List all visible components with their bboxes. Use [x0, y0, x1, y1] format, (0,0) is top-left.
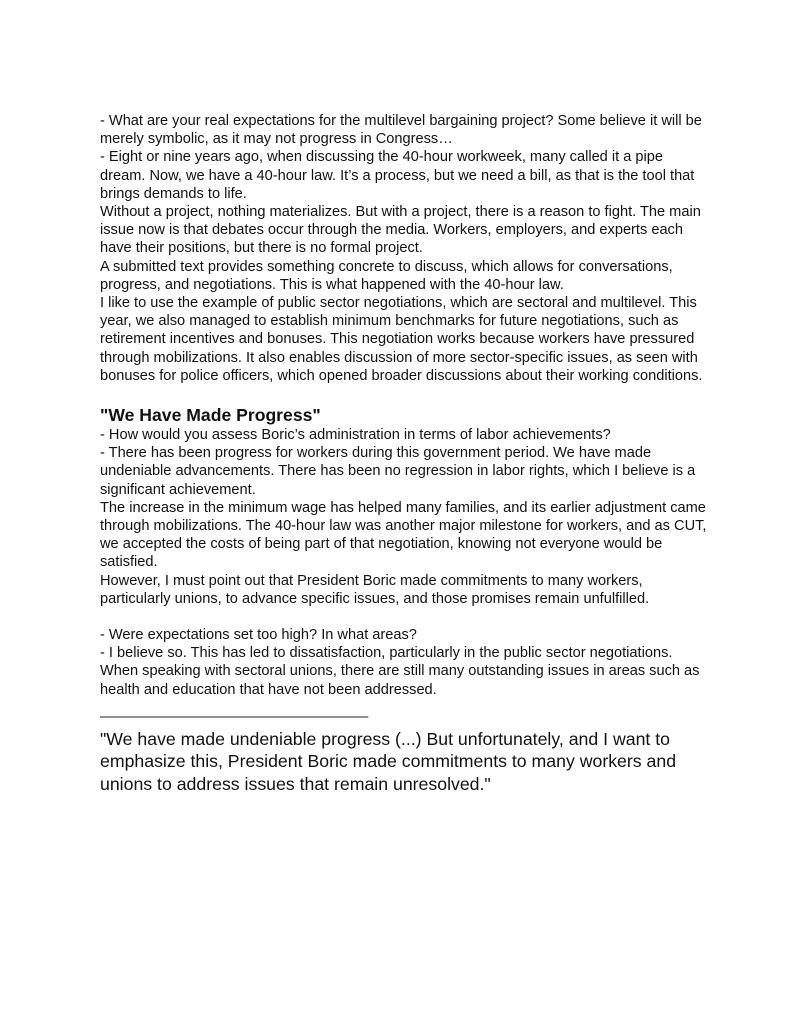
article-body [100, 112, 710, 813]
paragraph-unfulfilled-promises: However, I must point out that President Boric made commitments to many workers, particularly unions, to advance specific issues, and those promises remain unfulfilled. [100, 572, 650, 607]
answer-40-hour-workweek: - Eight or nine years ago, when discussing the 40-hour workweek, many called it a pipe dream. Now, we have a 40-hour law. It’s a process, but we need a bill, as that is the tool that brings demands to life. [100, 149, 695, 202]
answer-progress-for-workers: - There has been progress for workers during this government period. We have made undeniable advancements. There has been no regression in labor rights, which I believe is a significant achievement. [100, 445, 696, 498]
question-multilevel-bargaining: - What are your real expectations for the multilevel bargaining project? Some believe it will be merely symbolic, as it may not progress in Congress… [100, 113, 702, 148]
paragraph-public-sector-example: I like to use the example of public sector negotiations, which are sectoral and multilevel. This year, we also managed to establish minimum benchmarks for future negotiations, such as retirement incentives and bonuses. This negotiation works because workers have pressured through mobilizations. It also enables discussion of more sector-specific issues, as seen with bonuses for police officers, which opened broader discussions about their working conditions. [100, 295, 703, 384]
spacer [100, 385, 710, 403]
spacer [100, 608, 710, 626]
answer-dissatisfaction: - I believe so. This has led to dissatisfaction, particularly in the public sector negotiations. When speaking with sectoral unions, there are still many outstanding issues in areas such as health and education that have not been addressed. [100, 645, 700, 698]
question-expectations: - Were expectations set too high? In what areas? [100, 627, 417, 644]
divider-line: ——————————————————— [100, 708, 368, 725]
pull-quote: "We have made undeniable progress (...) But unfortunately, and I want to emphasize this, President Boric made commitments to many workers and unions to address issues that remain unresolved." [100, 728, 677, 794]
paragraph-submitted-text: A submitted text provides something concrete to discuss, which allows for conversations, progress, and negotiations. This is what happened with the 40-hour law. [100, 258, 673, 293]
question-boric-administration: - How would you assess Boric’s administration in terms of labor achievements? [100, 427, 611, 444]
paragraph-without-project: Without a project, nothing materializes. But with a project, there is a reason to fight. The main issue now is that debates occur through the media. Workers, employers, and experts each have their positions, but there is no formal project. [100, 204, 701, 257]
paragraph-minimum-wage: The increase in the minimum wage has helped many families, and its earlier adjustment came through mobilizations. The 40-hour law was another major milestone for workers, and as CUT, we accepted the costs of being part of that negotiation, knowing not everyone would be satisfied. [100, 499, 707, 571]
section-heading: "We Have Made Progress" [100, 405, 321, 426]
